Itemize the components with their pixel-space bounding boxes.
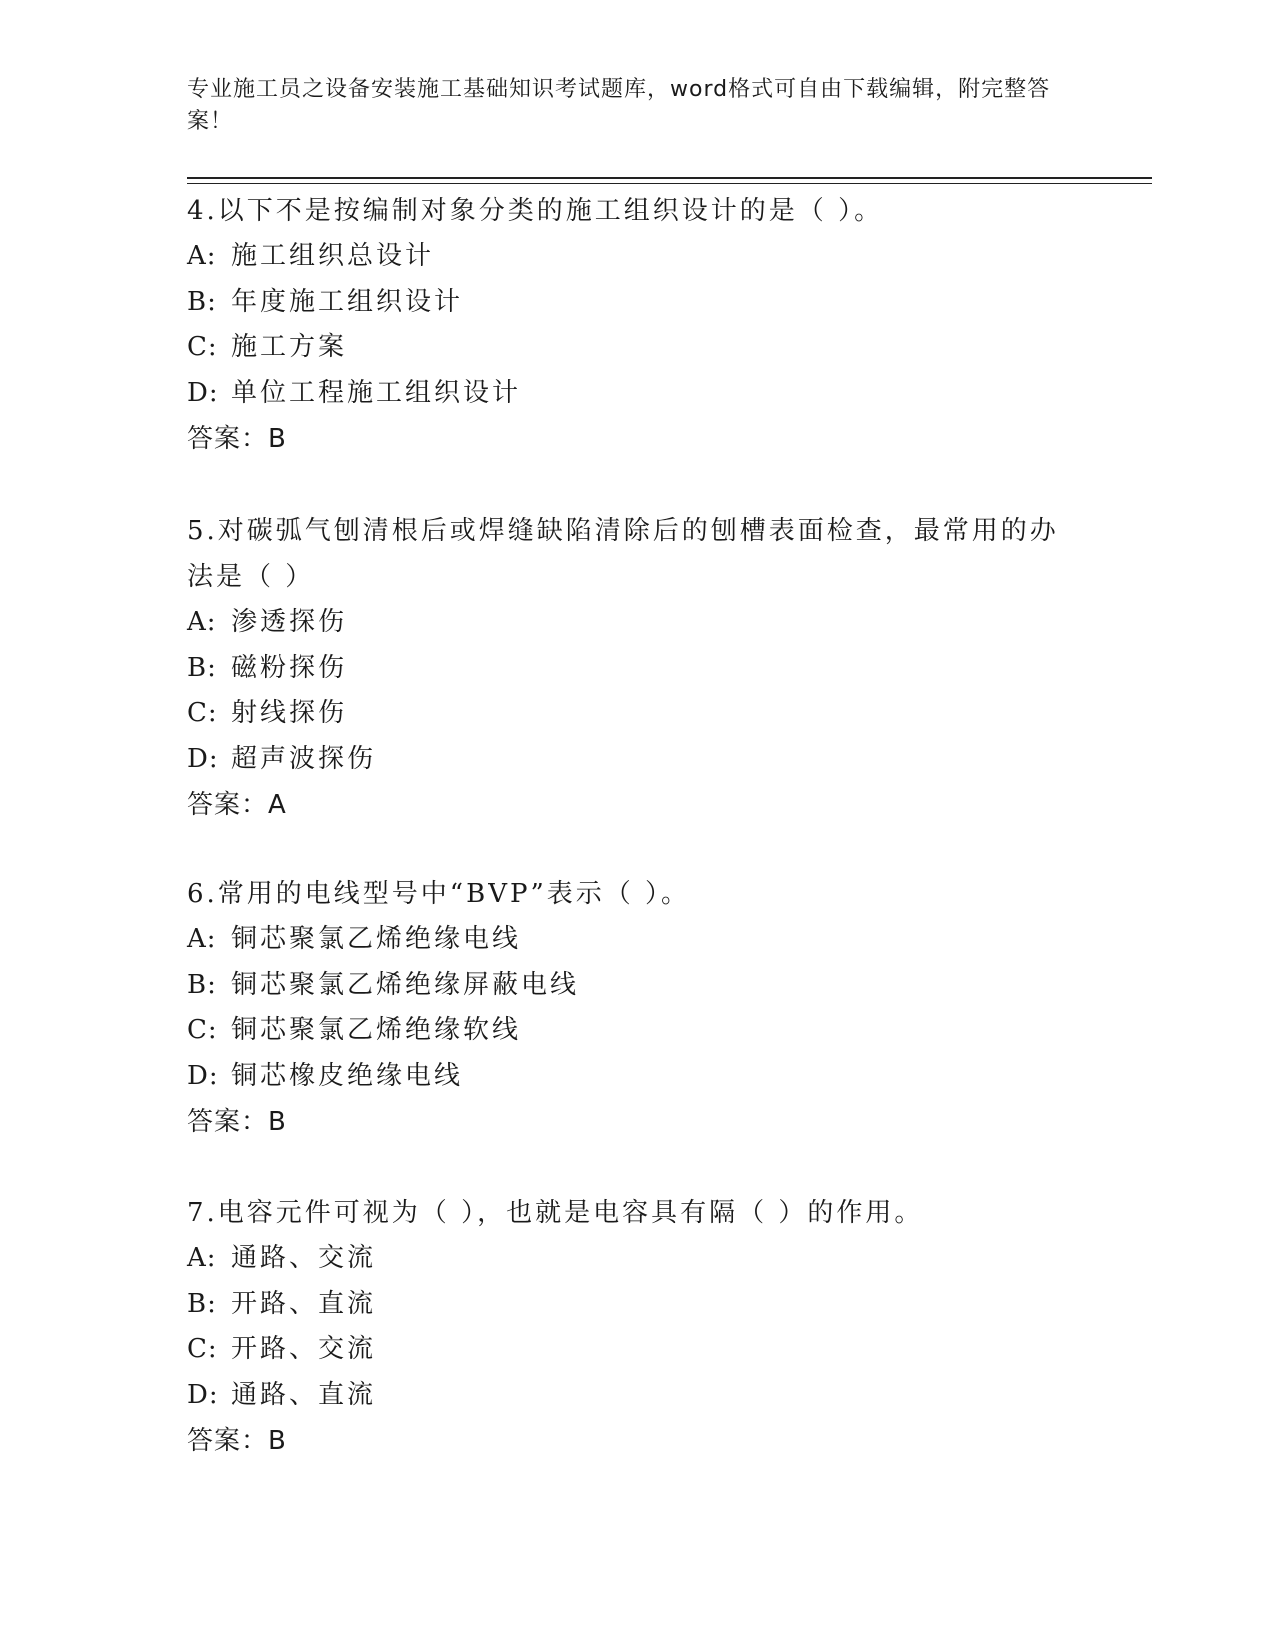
option-d	[187, 1373, 1067, 1419]
option-a	[187, 600, 1067, 646]
option-letter: D:	[187, 1379, 219, 1410]
header-divider-thick	[187, 177, 1152, 179]
option-letter: A:	[187, 1243, 217, 1273]
option-text: 通路、交流	[231, 1243, 377, 1273]
option-letter: A:	[187, 607, 217, 637]
answer-line: 答案：B	[187, 1426, 287, 1456]
question-block	[187, 871, 1067, 1145]
option-b	[187, 1282, 1067, 1328]
option-text: 铜芯聚氯乙烯绝缘屏蔽电线	[231, 969, 580, 1000]
option-b	[187, 646, 1067, 692]
question-stem: 7.电容元件可视为（ ），也就是电容具有隔（ ）的作用。	[187, 1198, 924, 1228]
option-text: 射线探伤	[231, 698, 348, 728]
option-letter: A:	[187, 241, 217, 271]
option-letter: B:	[187, 286, 217, 317]
option-letter: C:	[187, 1015, 218, 1045]
option-text: 渗透探伤	[231, 607, 348, 637]
option-c	[187, 691, 1067, 737]
option-text: 施工方案	[231, 332, 348, 362]
answer-line: 答案：B	[187, 1107, 287, 1137]
option-text: 铜芯聚氯乙烯绝缘电线	[231, 924, 522, 954]
option-text: 铜芯橡皮绝缘电线	[231, 1060, 464, 1091]
option-b	[187, 963, 1067, 1009]
option-letter: C:	[187, 1334, 218, 1364]
option-text: 超声波探伤	[231, 743, 377, 774]
option-text: 施工组织总设计	[231, 241, 435, 271]
option-letter: A:	[187, 924, 217, 954]
option-c	[187, 325, 1067, 371]
option-d	[187, 737, 1067, 783]
option-text: 单位工程施工组织设计	[231, 377, 522, 408]
option-c	[187, 1327, 1067, 1373]
option-text: 开路、交流	[231, 1334, 377, 1364]
question-block	[187, 1190, 1067, 1464]
option-letter: B:	[187, 1288, 217, 1319]
option-d	[187, 371, 1067, 417]
question-stem: 5.对碳弧气刨清根后或焊缝缺陷清除后的刨槽表面检查，最常用的办法是（ ）	[187, 516, 1059, 592]
question-block	[187, 508, 1067, 828]
option-letter: D:	[187, 743, 219, 774]
option-letter: C:	[187, 698, 218, 728]
option-letter: D:	[187, 1060, 219, 1091]
document-header: 专业施工员之设备安装施工基础知识考试题库，word格式可自由下载编辑，附完整答案！	[187, 77, 1051, 134]
option-text: 磁粉探伤	[231, 652, 348, 683]
option-letter: B:	[187, 969, 217, 1000]
answer-line: 答案：B	[187, 424, 287, 454]
option-c	[187, 1008, 1067, 1054]
option-b	[187, 280, 1067, 326]
option-text: 年度施工组织设计	[231, 286, 464, 317]
option-a	[187, 917, 1067, 963]
option-a	[187, 234, 1067, 280]
question-stem: 4.以下不是按编制对象分类的施工组织设计的是（ ）。	[187, 196, 884, 226]
question-stem: 6.常用的电线型号中“BVP”表示（ ）。	[187, 879, 691, 909]
option-d	[187, 1054, 1067, 1100]
option-text: 铜芯聚氯乙烯绝缘软线	[231, 1015, 522, 1045]
option-a	[187, 1236, 1067, 1282]
question-block	[187, 188, 1067, 462]
option-text: 通路、直流	[231, 1379, 377, 1410]
option-letter: C:	[187, 332, 218, 362]
option-text: 开路、直流	[231, 1288, 377, 1319]
option-letter: B:	[187, 652, 217, 683]
header-divider-thin	[187, 183, 1152, 184]
answer-line: 答案：A	[187, 790, 287, 820]
option-letter: D:	[187, 377, 219, 408]
